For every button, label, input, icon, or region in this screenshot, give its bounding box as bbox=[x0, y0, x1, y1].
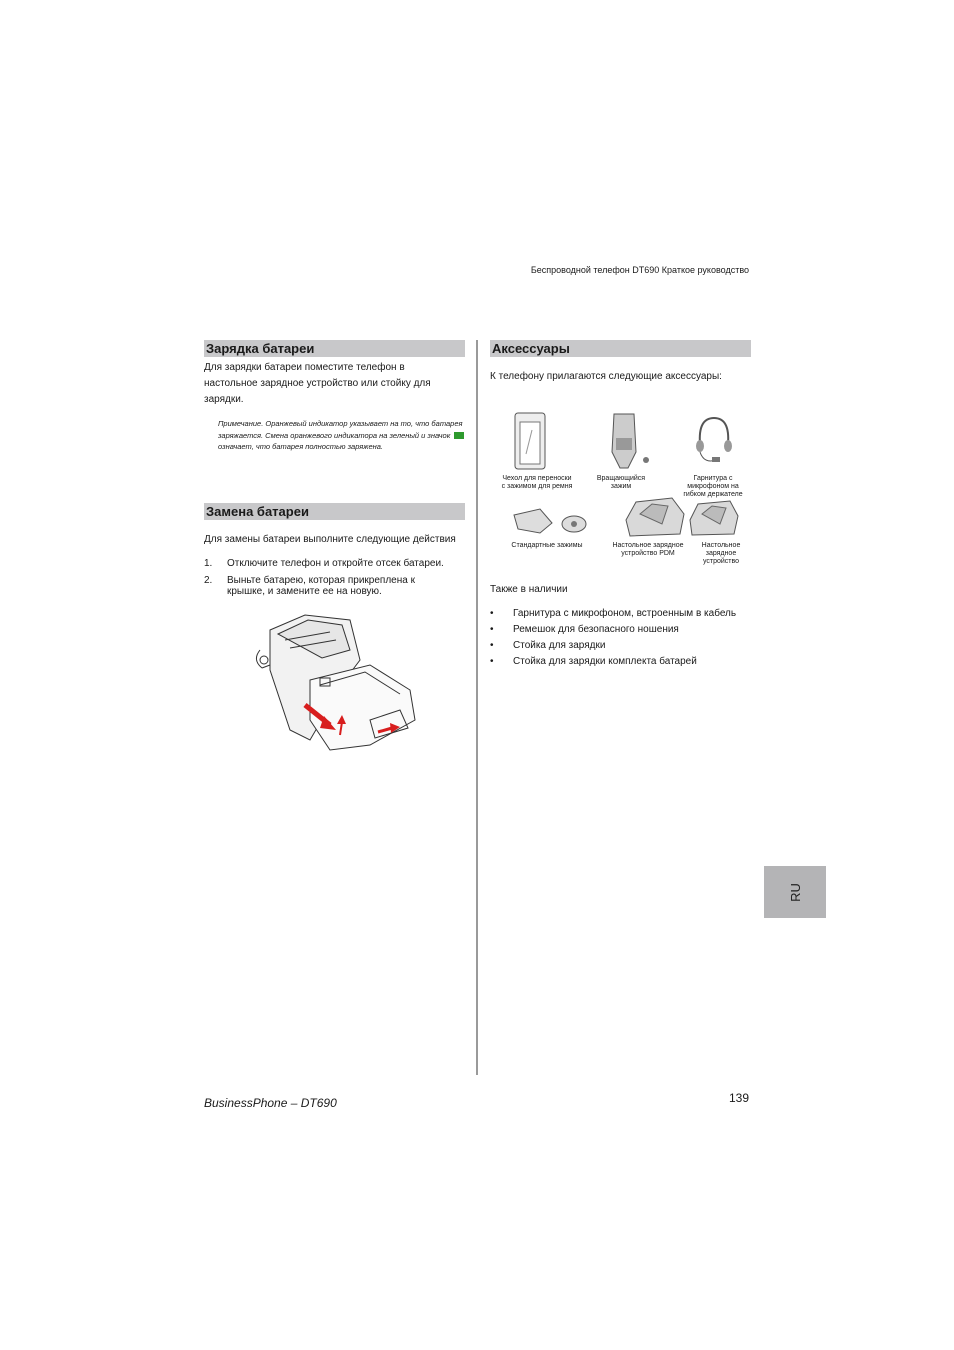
swivel-clip-image bbox=[606, 412, 652, 470]
battery-full-icon bbox=[454, 432, 464, 439]
carry-case-label: Чехол для переноски с зажимом для ремня bbox=[501, 475, 573, 490]
step-text: Выньте батарею, которая прикреплена к bbox=[227, 575, 415, 586]
replace-steps bbox=[204, 558, 472, 603]
column-divider bbox=[476, 340, 478, 1075]
list-item: • Стойка для зарядки комплекта батарей bbox=[490, 656, 697, 667]
accessories-intro: К телефону прилагаются следующие аксессуары: bbox=[490, 371, 722, 382]
charging-heading: Зарядка батареи bbox=[204, 340, 465, 357]
list-item: • Стойка для зарядки bbox=[490, 640, 606, 651]
headset-label: Гарнитура с микрофоном на гибком держателе bbox=[683, 475, 743, 498]
running-header: Беспроводной телефон DT690 Краткое руководство bbox=[530, 265, 749, 275]
step-text: крышке, и замените ее на новую. bbox=[227, 586, 382, 597]
step-number: 1. bbox=[204, 558, 213, 569]
text-line: настольное зарядное устройство или стойку для bbox=[204, 378, 431, 389]
standard-clips-label: Стандартные зажимы bbox=[511, 542, 583, 549]
language-tab bbox=[764, 866, 826, 918]
page-number: 139 bbox=[728, 1091, 749, 1105]
step-text: Отключите телефон и откройте отсек батареи. bbox=[227, 558, 444, 569]
available-list bbox=[490, 606, 760, 670]
note-line: означает, что батарея полностью заряжена. bbox=[218, 442, 384, 451]
step-item bbox=[204, 575, 472, 597]
accessories-heading: Аксессуары bbox=[490, 340, 751, 357]
swivel-clip-label: Вращающийся зажим bbox=[596, 475, 646, 490]
note-line: заряжается. Смена оранжевого индикатора на зеленый и значок bbox=[218, 430, 468, 442]
battery-replacement-illustration bbox=[250, 610, 440, 755]
replace-intro: Для замены батареи выполните следующие действия bbox=[204, 534, 456, 545]
text-line: зарядки. bbox=[204, 394, 244, 405]
text-line: Для зарядки батареи поместите телефон в bbox=[204, 362, 405, 373]
carry-case-image bbox=[512, 410, 548, 472]
replace-heading: Замена батареи bbox=[204, 503, 465, 520]
list-item: • Ремешок для безопасного ношения bbox=[490, 624, 679, 635]
desktop-charger-pdm-label: Настольное зарядное устройство PDM bbox=[612, 542, 684, 557]
desktop-charger-pdm-image bbox=[622, 496, 688, 538]
desktop-charger-image bbox=[686, 498, 742, 538]
standard-clips-image bbox=[510, 505, 590, 537]
desktop-charger-label: Настольное зарядное устройство bbox=[701, 542, 741, 565]
footer-product: BusinessPhone – DT690 bbox=[204, 1096, 337, 1110]
step-item bbox=[204, 558, 472, 569]
note-line: Примечание. Оранжевый индикатор указывает на то, что батарея bbox=[218, 419, 463, 428]
charging-text bbox=[204, 360, 469, 408]
list-item: • Гарнитура с микрофоном, встроенным в кабель bbox=[490, 608, 737, 619]
step-number: 2. bbox=[204, 575, 213, 586]
charging-note bbox=[218, 418, 468, 453]
headset-image bbox=[690, 414, 734, 470]
also-available-label: Также в наличии bbox=[490, 584, 568, 595]
language-tab-label: RU bbox=[787, 882, 803, 902]
